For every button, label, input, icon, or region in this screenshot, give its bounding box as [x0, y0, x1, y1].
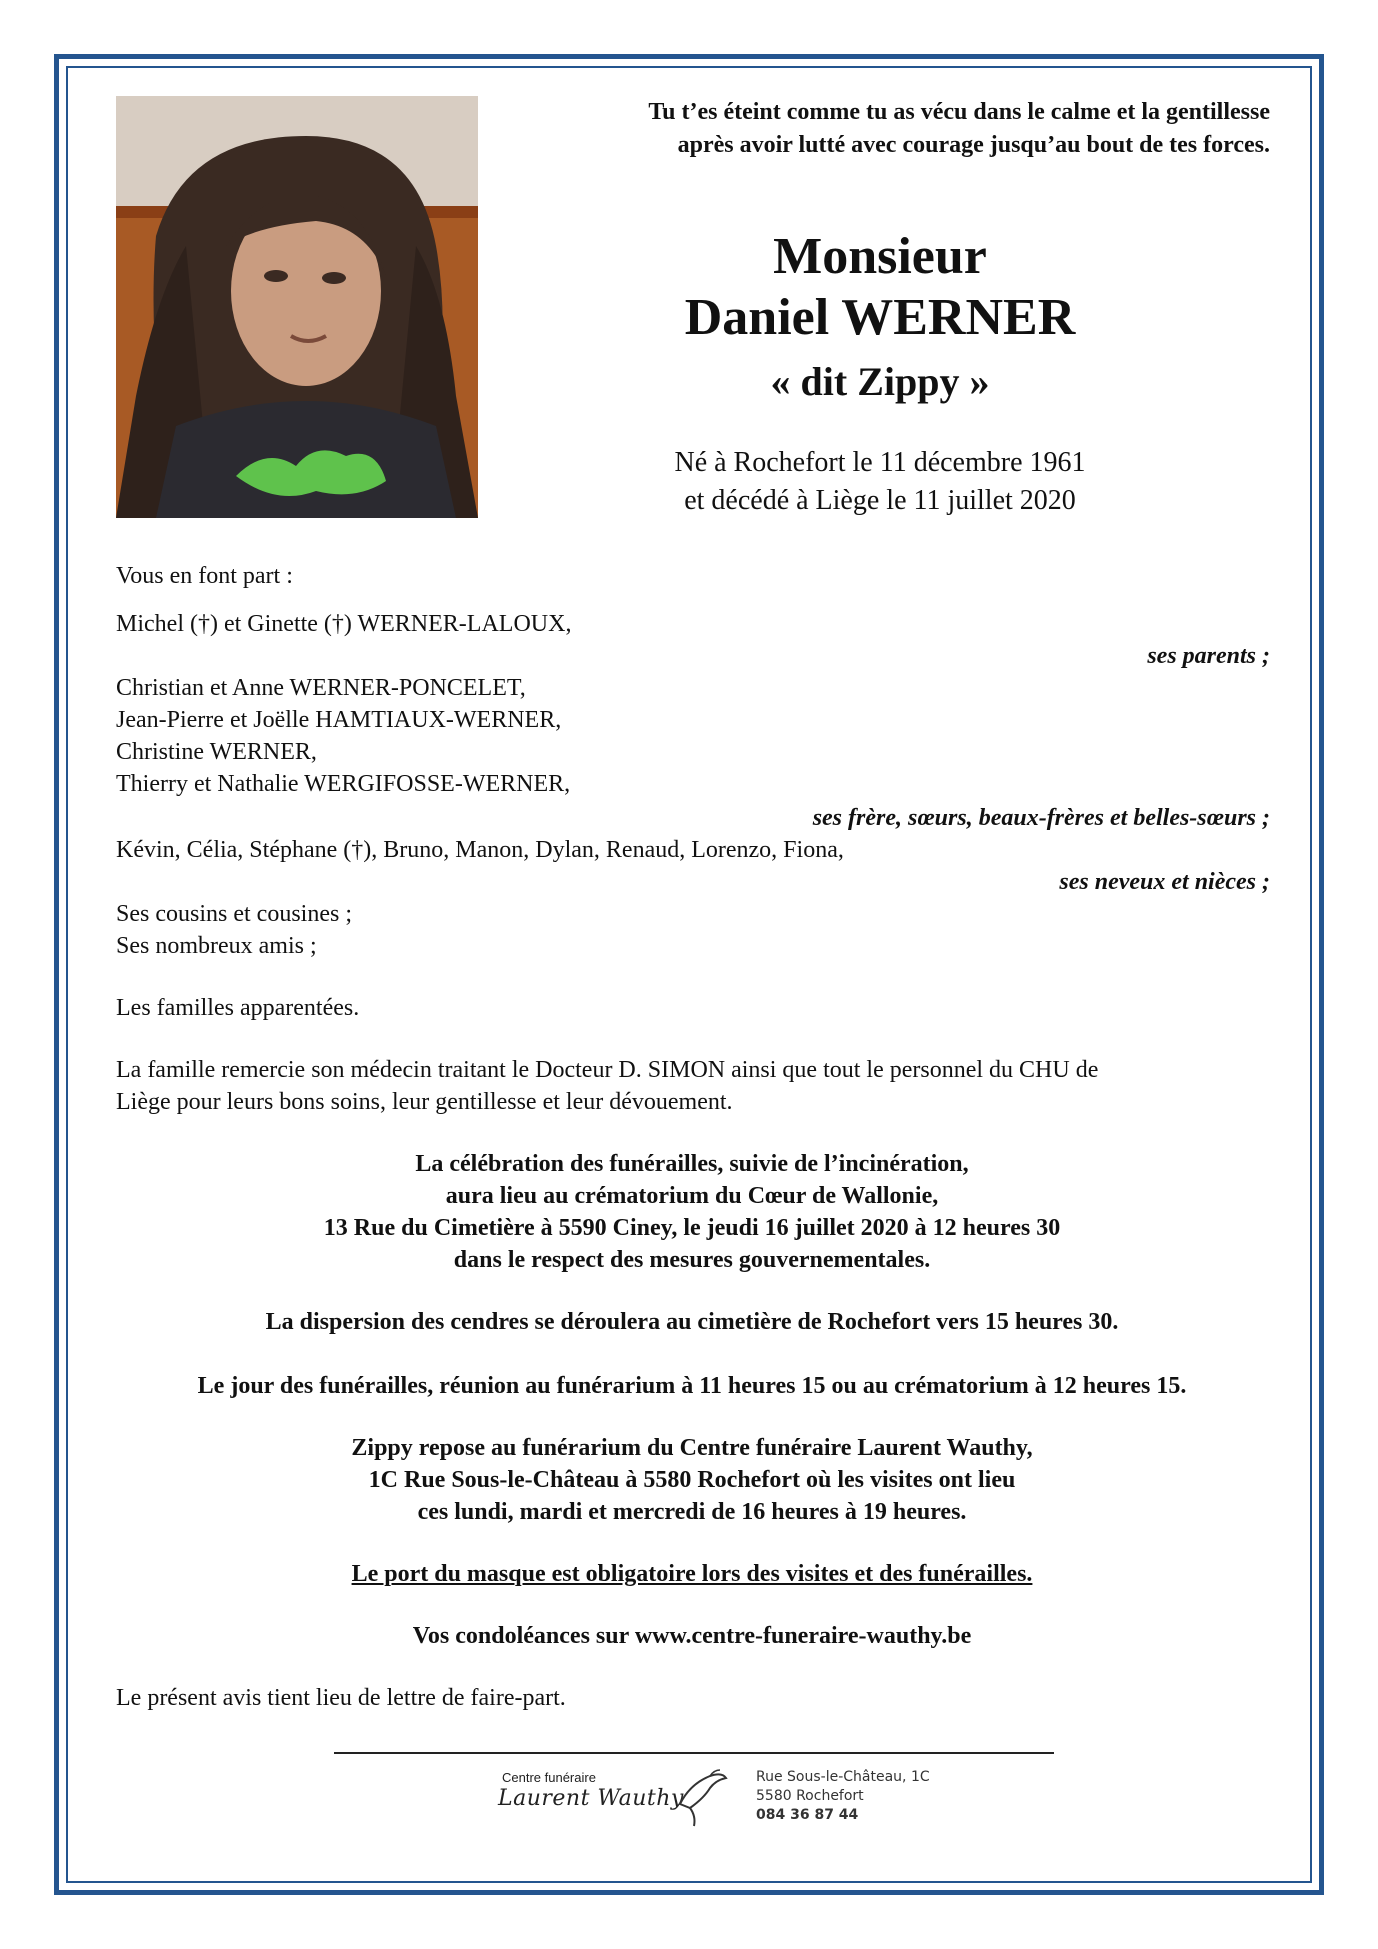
intro-text: Vous en font part :	[116, 563, 293, 589]
nephews-role: ses neveux et nièces ;	[1059, 869, 1270, 895]
lily-icon	[670, 1764, 734, 1828]
footer-phone: 084 36 87 44	[756, 1807, 859, 1823]
birth-death-dates	[600, 444, 1160, 520]
thanks-line-1: La famille remercie son médecin traitant le Docteur D. SIMON ainsi que tout le personnel du CHU de	[116, 1057, 1099, 1083]
repose-line: 1C Rue Sous-le-Château à 5580 Rochefort où les visites ont lieu	[368, 1467, 1016, 1493]
deceased-name: Daniel WERNER	[684, 289, 1076, 346]
ceremony-line: dans le respect des mesures gouvernementales.	[453, 1247, 931, 1273]
epigraph-line-1: Tu t’es éteint comme tu as vécu dans le calme et la gentillesse	[648, 99, 1270, 125]
deceased-honorific: Monsieur	[773, 228, 987, 285]
funeral-home-logo	[492, 1760, 942, 1830]
footer-address-line-2: 5580 Rochefort	[756, 1788, 864, 1804]
footer-address-line-1: Rue Sous-le-Château, 1C	[756, 1769, 930, 1785]
condolences-text: Vos condoléances sur www.centre-funeraire-wauthy.be	[412, 1623, 972, 1649]
ceremony-line: 13 Rue du Cimetière à 5590 Ciney, le jeudi 16 juillet 2020 à 12 heures 30	[323, 1215, 1061, 1241]
footer-address	[756, 1768, 930, 1825]
birth-line: Né à Rochefort le 11 décembre 1961	[674, 447, 1086, 478]
sibling-line: Christian et Anne WERNER-PONCELET,	[116, 675, 526, 701]
meeting-text: Le jour des funérailles, réunion au funérarium à 11 heures 15 ou au crématorium à 12 heures 15.	[197, 1373, 1187, 1399]
epigraph-line-2: après avoir lutté avec courage jusqu’au bout de tes forces.	[677, 132, 1270, 158]
ceremony-block	[100, 1148, 1284, 1276]
portrait-photo	[116, 96, 478, 518]
footer-rule	[334, 1752, 1054, 1754]
repose-line: ces lundi, mardi et mercredi de 16 heures à 19 heures.	[417, 1499, 967, 1525]
thanks-line-2: Liège pour leurs bons soins, leur gentillesse et leur dévouement.	[116, 1089, 733, 1115]
epigraph	[480, 96, 1270, 162]
siblings-list	[116, 672, 1276, 800]
ceremony-line: La célébration des funérailles, suivie de l’incinération,	[415, 1151, 969, 1177]
sibling-line: Christine WERNER,	[116, 739, 317, 765]
repose-block	[100, 1432, 1284, 1528]
thanks-paragraph	[116, 1054, 1276, 1118]
death-line: et décédé à Liège le 11 juillet 2020	[684, 485, 1076, 516]
sibling-line: Thierry et Nathalie WERGIFOSSE-WERNER,	[116, 771, 571, 797]
siblings-role: ses frère, sœurs, beaux-frères et belles-sœurs ;	[812, 805, 1270, 831]
related-families: Les familles apparentées.	[116, 995, 360, 1021]
friends-line: Ses nombreux amis ;	[116, 933, 317, 959]
portrait-illustration	[116, 96, 478, 518]
nephews-line: Kévin, Célia, Stéphane (†), Bruno, Manon, Dylan, Renaud, Lorenzo, Fiona,	[116, 837, 844, 863]
closing-text: Le présent avis tient lieu de lettre de faire-part.	[116, 1685, 566, 1711]
mask-notice: Le port du masque est obligatoire lors des visites et des funérailles.	[351, 1561, 1033, 1587]
parents-role: ses parents ;	[1147, 643, 1270, 669]
parents-line: Michel (†) et Ginette (†) WERNER-LALOUX,	[116, 611, 572, 637]
logo-script-text: Laurent Wauthy	[498, 1786, 684, 1811]
dispersion-text: La dispersion des cendres se déroulera au cimetière de Rochefort vers 15 heures 30.	[265, 1309, 1119, 1335]
sibling-line: Jean-Pierre et Joëlle HAMTIAUX-WERNER,	[116, 707, 562, 733]
logo-small-text: Centre funéraire	[502, 1770, 596, 1785]
repose-line: Zippy repose au funérarium du Centre funéraire Laurent Wauthy,	[351, 1435, 1033, 1461]
cousins-line: Ses cousins et cousines ;	[116, 901, 352, 927]
ceremony-line: aura lieu au crématorium du Cœur de Wallonie,	[445, 1183, 939, 1209]
deceased-nickname: « dit Zippy »	[770, 359, 990, 404]
